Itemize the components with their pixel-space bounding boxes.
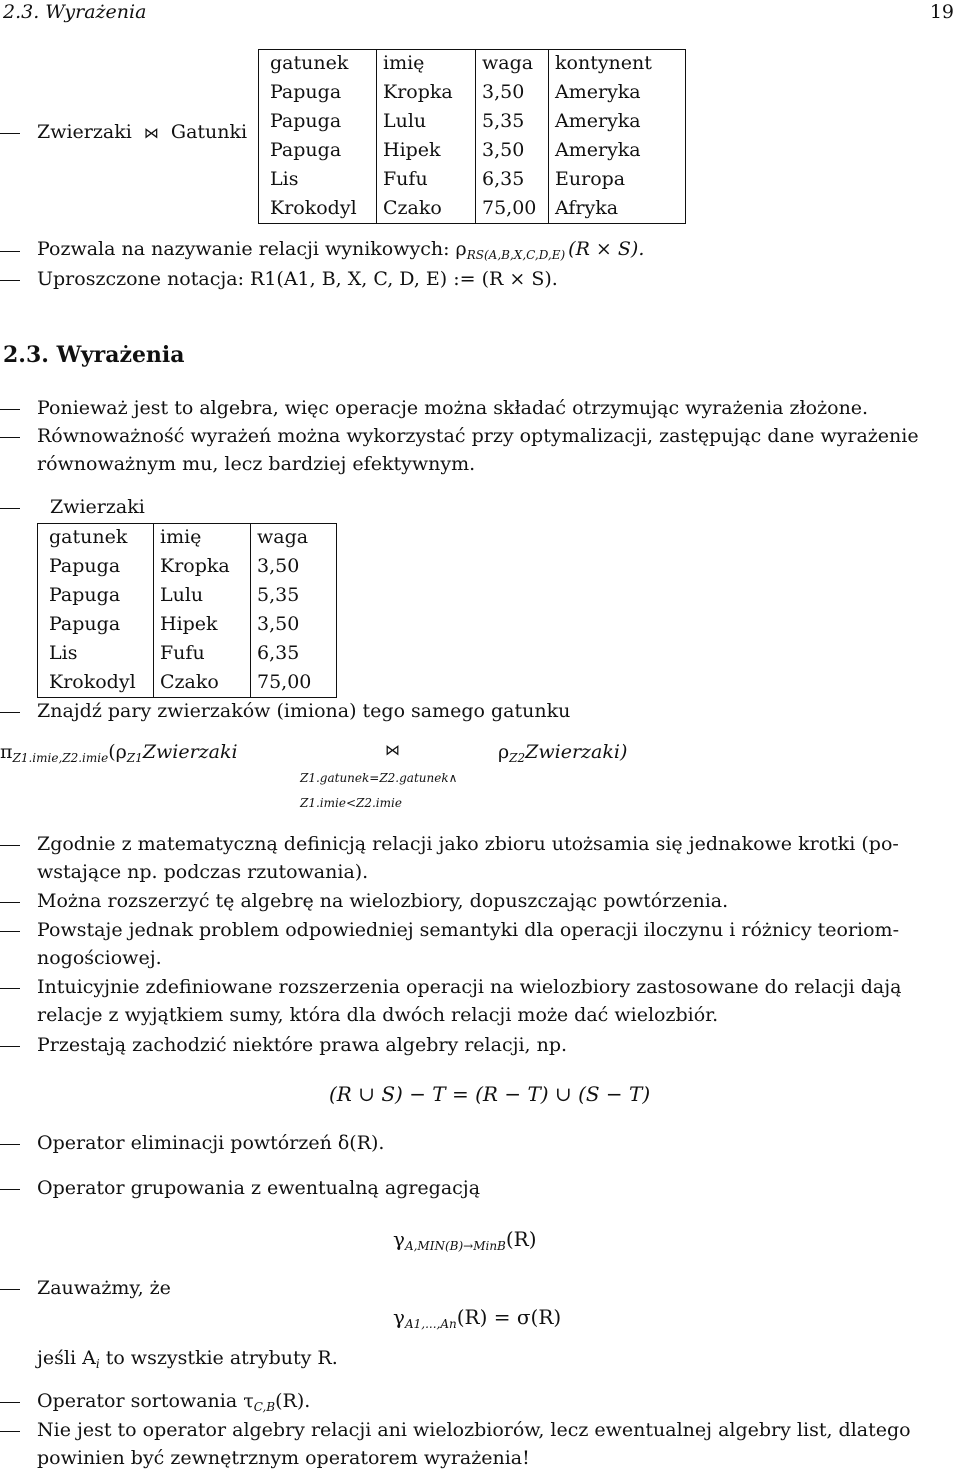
bullet-dash bbox=[0, 1046, 20, 1047]
rho-open: (ρ bbox=[108, 741, 127, 763]
bullet-dash bbox=[0, 1402, 20, 1403]
sort-text: Operator sortowania τ bbox=[37, 1390, 254, 1412]
rename-tail: (R × S). bbox=[568, 238, 645, 260]
bullet-text: Ponieważ jest to algebra, więc operacje można składać otrzymując wyrażenia złożone. bbox=[37, 397, 869, 419]
bullet-dash bbox=[0, 409, 20, 410]
join-condition-2: Z1.imie<Z2.imie bbox=[300, 796, 402, 810]
cell: Ameryka bbox=[555, 81, 641, 103]
query-formula-left bbox=[0, 741, 238, 765]
cell: Lis bbox=[43, 639, 154, 668]
rho-symbol: ρ bbox=[498, 741, 510, 763]
bullet-dash bbox=[0, 988, 20, 989]
bullet-text: Równoważność wyrażeń można wykorzystać przy optymalizacji, zastępując dane wyrażenie bbox=[37, 425, 919, 447]
grouping-identity-formula bbox=[393, 1305, 561, 1331]
cell: 5,35 bbox=[257, 584, 300, 606]
cell: Hipek bbox=[154, 610, 251, 639]
sort-subscript: C,B bbox=[253, 1400, 276, 1414]
bullet-text: Operator eliminacji powtórzeń δ(R). bbox=[37, 1132, 385, 1154]
bullet-dash bbox=[0, 845, 20, 846]
cell: Lulu bbox=[377, 107, 476, 136]
gamma-subscript: A,MIN(B)→MinB bbox=[404, 1239, 506, 1253]
cell: 6,35 bbox=[257, 642, 300, 664]
col-header: imię bbox=[377, 49, 476, 78]
cell: Czako bbox=[377, 194, 476, 223]
running-header: 2.3. Wyrażenia bbox=[3, 1, 147, 23]
cell: Czako bbox=[154, 668, 251, 697]
animals-table bbox=[43, 523, 325, 697]
table-row bbox=[43, 639, 325, 668]
cell: Papuga bbox=[264, 136, 377, 165]
table-row bbox=[264, 194, 671, 223]
cell: Lulu bbox=[154, 581, 251, 610]
cell: Europa bbox=[555, 168, 626, 190]
rho-subscript: Z1 bbox=[126, 751, 143, 765]
query-bullet: Znajdź pary zwierzaków (imiona) tego samego gatunku bbox=[37, 700, 571, 722]
bullet-text: Intuicyjnie zdefiniowane rozszerzenia operacji na wielozbiory zastosowane do relacji dają bbox=[37, 976, 902, 998]
rename-text: Pozwala na nazywanie relacji wynikowych: ρ bbox=[37, 238, 467, 260]
col-header: gatunek bbox=[264, 49, 377, 78]
bullet-dash bbox=[0, 1144, 20, 1145]
gamma-subscript: A1,...,An bbox=[404, 1317, 457, 1331]
sort-bullet bbox=[37, 1390, 310, 1414]
cell: Ameryka bbox=[555, 110, 641, 132]
bullet-dash bbox=[0, 280, 20, 281]
cell: 3,50 bbox=[257, 555, 300, 577]
bullet-dash bbox=[0, 437, 20, 438]
condition-tail: to wszystkie atrybuty R. bbox=[99, 1347, 338, 1369]
rename-subscript: RS(A,B,X,C,D,E) bbox=[466, 248, 566, 262]
cell: Fufu bbox=[377, 165, 476, 194]
bullet-dash bbox=[0, 931, 20, 932]
cell: Kropka bbox=[154, 552, 251, 581]
cell: 75,00 bbox=[476, 194, 549, 223]
table-row bbox=[264, 107, 671, 136]
bullet-text: Przestają zachodzić niektóre prawa algebry relacji, np. bbox=[37, 1034, 568, 1056]
bullet-dash bbox=[0, 508, 20, 509]
relation-left: Zwierzaki bbox=[37, 121, 132, 143]
relation-right: Gatunki bbox=[170, 121, 248, 143]
bullet-dash bbox=[0, 1431, 20, 1432]
bullet-dash bbox=[0, 1189, 20, 1190]
table-row bbox=[43, 581, 325, 610]
bullet-text: Można rozszerzyć tę algebrę na wielozbiory, dopuszczając powtórzenia. bbox=[37, 890, 729, 912]
bullet-dash bbox=[0, 902, 20, 903]
join-symbol: ⋈ bbox=[143, 124, 159, 142]
rename-bullet bbox=[37, 238, 644, 262]
set-law-formula: (R ∪ S) − T = (R − T) ∪ (S − T) bbox=[329, 1082, 651, 1106]
col-header: kontynent bbox=[555, 52, 652, 74]
table-row bbox=[43, 610, 325, 639]
short-notation-bullet: Uproszczone notacja: R1(A1, B, X, C, D, E) := (R × S). bbox=[37, 268, 558, 290]
cell: 3,50 bbox=[476, 136, 549, 165]
bullet-text: Zauważmy, że bbox=[37, 1277, 171, 1299]
cell: 3,50 bbox=[257, 613, 300, 635]
rho-subscript: Z2 bbox=[509, 751, 526, 765]
cell: Kropka bbox=[377, 78, 476, 107]
table-row bbox=[43, 668, 325, 697]
bullet-text: Operator grupowania z ewentualną agregacją bbox=[37, 1177, 481, 1199]
cell: Papuga bbox=[264, 107, 377, 136]
bullet-dash bbox=[0, 1289, 20, 1290]
bullet-dash bbox=[0, 712, 20, 713]
bullet-dash bbox=[0, 133, 20, 134]
bullet-text: Nie jest to operator algebry relacji ani wielozbiorów, lecz ewentualnej algebry list, dlatego bbox=[37, 1419, 911, 1441]
table-row bbox=[264, 165, 671, 194]
bullet-text-cont: relacje z wyjątkiem sumy, która dla dwóch relacji może dać wielozbiór. bbox=[37, 1004, 719, 1026]
table-row bbox=[264, 78, 671, 107]
table-header-row bbox=[264, 49, 671, 78]
condition-subscript: i bbox=[95, 1357, 100, 1371]
join-result-table bbox=[264, 49, 671, 223]
condition-line bbox=[37, 1347, 338, 1371]
table-header-row bbox=[43, 523, 325, 552]
cell: Afryka bbox=[555, 197, 619, 219]
bullet-text: Zgodnie z matematyczną definicją relacji jako zbioru utożsamia się jednakowe krotki (po- bbox=[37, 833, 899, 855]
page-number: 19 bbox=[929, 1, 954, 23]
cell: Papuga bbox=[43, 581, 154, 610]
table-row bbox=[264, 136, 671, 165]
col-header: waga bbox=[257, 526, 309, 548]
query-formula-right bbox=[498, 741, 627, 765]
gamma-argument: (R) bbox=[505, 1227, 537, 1251]
bullet-text-cont: powinien być zewnętrznym operatorem wyrażenia! bbox=[37, 1447, 530, 1469]
cell: Papuga bbox=[43, 610, 154, 639]
pi-symbol: π bbox=[0, 741, 13, 763]
cell: Papuga bbox=[264, 78, 377, 107]
gamma-symbol: γ bbox=[393, 1227, 405, 1251]
table-row bbox=[43, 552, 325, 581]
join-expression bbox=[37, 121, 247, 143]
cell: Fufu bbox=[154, 639, 251, 668]
relation-name: Zwierzaki) bbox=[525, 741, 628, 763]
bullet-dash bbox=[0, 251, 20, 252]
relation-name: Zwierzaki bbox=[142, 741, 238, 763]
col-header: imię bbox=[154, 523, 251, 552]
cell: 3,50 bbox=[476, 78, 549, 107]
cell: 75,00 bbox=[257, 671, 312, 693]
col-header: waga bbox=[476, 49, 549, 78]
gamma-symbol: γ bbox=[393, 1305, 405, 1329]
cell: Hipek bbox=[377, 136, 476, 165]
section-title: 2.3. Wyrażenia bbox=[3, 342, 185, 368]
join-condition-1: Z1.gatunek=Z2.gatunek∧ bbox=[300, 771, 458, 785]
bullet-text: Powstaje jednak problem odpowiedniej semantyki dla operacji iloczynu i różnicy teoriom- bbox=[37, 919, 899, 941]
bullet-text-cont: nogościowej. bbox=[37, 947, 162, 969]
relation-name: Zwierzaki bbox=[50, 496, 145, 518]
cell: Ameryka bbox=[555, 139, 641, 161]
grouping-formula bbox=[393, 1227, 537, 1253]
cell: Lis bbox=[264, 165, 377, 194]
condition-text: jeśli A bbox=[37, 1347, 96, 1369]
theta-join-symbol: ⋈ bbox=[385, 741, 400, 759]
cell: Papuga bbox=[43, 552, 154, 581]
cell: Krokodyl bbox=[264, 194, 377, 223]
pi-subscript: Z1.imie,Z2.imie bbox=[12, 751, 109, 765]
bullet-text-cont: równoważnym mu, lecz bardziej efektywnym. bbox=[37, 453, 476, 475]
col-header: gatunek bbox=[43, 523, 154, 552]
bullet-text-cont: wstające np. podczas rzutowania). bbox=[37, 861, 369, 883]
cell: 6,35 bbox=[476, 165, 549, 194]
gamma-argument: (R) = σ(R) bbox=[456, 1305, 562, 1329]
cell: Krokodyl bbox=[43, 668, 154, 697]
cell: 5,35 bbox=[476, 107, 549, 136]
sort-argument: (R). bbox=[275, 1390, 311, 1412]
